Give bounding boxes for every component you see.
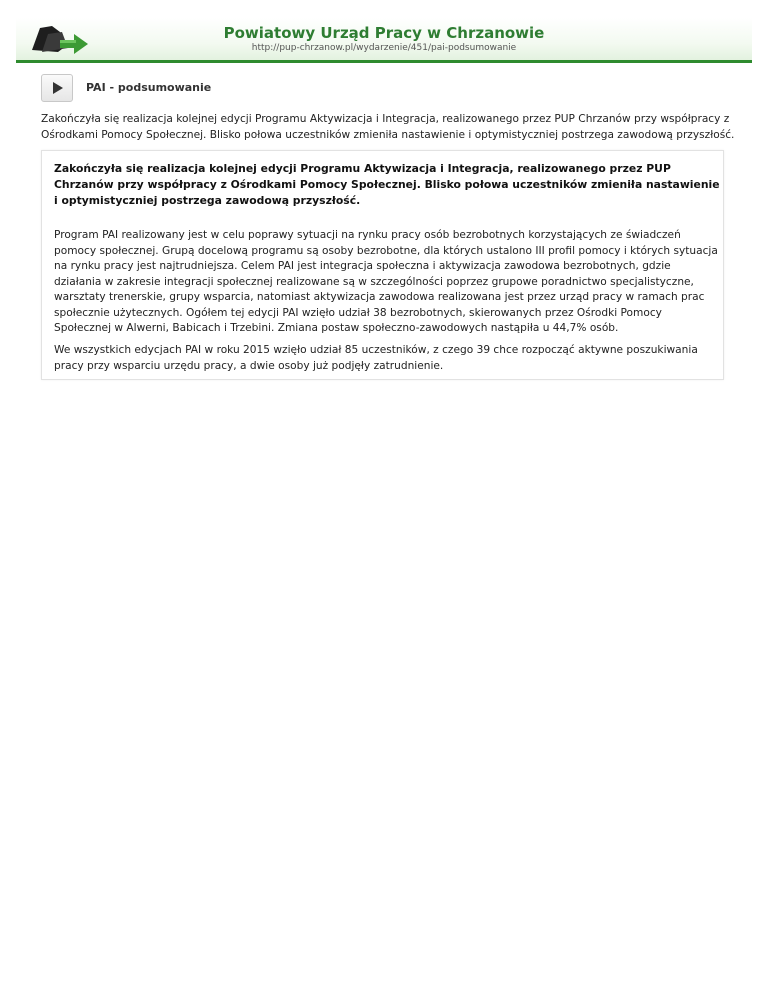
article-lead: Zakończyła się realizacja kolejnej edycji Programu Aktywizacja i Integracja, realizowanego przez PUP Chrzanów przy współpracy z Ośrodkami Pomocy Społecznej. Blisko połowa uczestników zmieniła nastawienie i optymistyczniej postrzega zawodową przyszłość. bbox=[54, 162, 720, 207]
site-title: Powiatowy Urząd Pracy w Chrzanowie bbox=[223, 24, 545, 42]
page-url: http://pup-chrzanow.pl/wydarzenie/451/pai-podsumowanie bbox=[251, 43, 517, 53]
article-paragraph: We wszystkich edycjach PAI w roku 2015 wzięło udział 85 uczestników, z czego 39 chce rozpocząć aktywne poszukiwania pracy przy wsparciu urzędu pracy, a dwie osoby już podjęły zatrudnienie. bbox=[54, 344, 698, 372]
section-toggle-button[interactable] bbox=[41, 74, 73, 102]
play-arrow-icon bbox=[52, 82, 64, 94]
article-box bbox=[41, 150, 724, 380]
intro-text: Zakończyła się realizacja kolejnej edycji Programu Aktywizacja i Integracja, realizowanego przez PUP Chrzanów przy współpracy z Ośrodkami Pomocy Społecznej. Blisko połowa uczestników zmieniła nastawienie i optymistyczniej postrzega zawodową przyszłość. bbox=[41, 113, 735, 141]
article-paragraph: Program PAI realizowany jest w celu poprawy sytuacji na rynku pracy osób bezrobotnych korzystających ze świadczeń pomocy społecznej. Grupą docelową programu są osoby bezrobotne, dla których ustalono III profil pomocy i których sytuacja na rynku pracy jest najtrudniejsza. Celem PAI jest integracja społeczna i aktywizacja zawodowa bezrobotnych, gdzie działania w zakresie integracji społecznej realizowane są w szczególności poprzez grupowe poradnictwo specjalistyczne, warsztaty trenerskie, grupy wsparcia, natomiast aktywizacja zawodowa realizowana jest przez urząd pracy w ramach prac społecznie użytecznych. Ogółem tej edycji PAI wzięło udział 38 bezrobotnych, skierowanych przez Ośrodki Pomocy Społecznej w Alwerni, Babicach i Trzebini. Zmiana postaw społeczno-zawodowych nastąpiła u 44,7% osób. bbox=[54, 229, 718, 334]
section-title: PAI - podsumowanie bbox=[86, 81, 212, 94]
